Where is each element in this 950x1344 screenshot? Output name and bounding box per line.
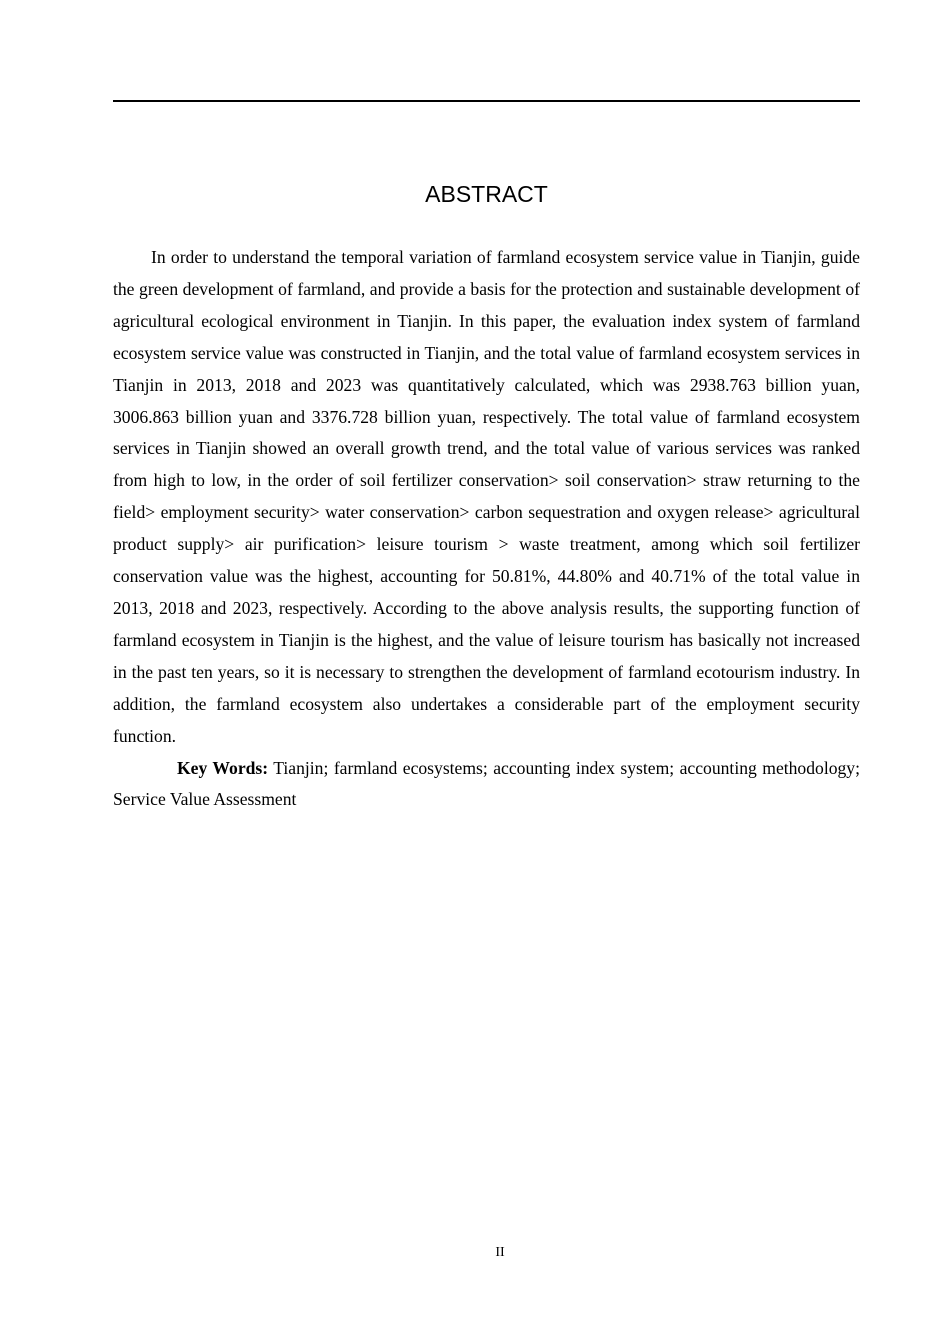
abstract-paragraph: In order to understand the temporal variation of farmland ecosystem service value in Tianjin, guide the green development of farmland, and provide a basis for the protection and sustainable development of agricultural ecological environment in Tianjin. In this paper, the evaluation index system of farmland ecosystem service value was constructed in Tianjin, and the total value of farmland ecosystem services in Tianjin in 2013, 2018 and 2023 was quantitatively calculated, which was 2938.763 billion yuan, 3006.863 billion yuan and 3376.728 billion yuan, respectively. The total value of farmland ecosystem services in Tianjin showed an overall growth trend, and the total value of various services was ranked from high to low, in the order of soil fertilizer conservation> soil conservation> straw returning to the field> employment security> water conservation> carbon sequestration and oxygen release> agricultural product supply> air purification> leisure tourism > waste treatment, among which soil fertilizer conservation value was the highest, accounting for 50.81%, 44.80% and 40.71% of the total value in 2013, 2018 and 2023, respectively. According to the above analysis results, the supporting function of farmland ecosystem in Tianjin is the highest, and the value of leisure tourism has basically not increased in the past ten years, so it is necessary to strengthen the development of farmland ecotourism industry. In addition, the farmland ecosystem also undertakes a considerable part of the employment security function. bbox=[113, 247, 860, 746]
keywords-label: Key Words: bbox=[177, 757, 269, 778]
keywords-paragraph bbox=[113, 753, 860, 817]
page-title: ABSTRACT bbox=[425, 181, 548, 207]
abstract-body bbox=[113, 242, 860, 816]
keywords-list: Tianjin; farmland ecosystems; accounting index system; accounting methodology; Service Value Assessment bbox=[113, 757, 860, 810]
header-rule bbox=[113, 100, 860, 102]
page-number: II bbox=[495, 1245, 505, 1260]
